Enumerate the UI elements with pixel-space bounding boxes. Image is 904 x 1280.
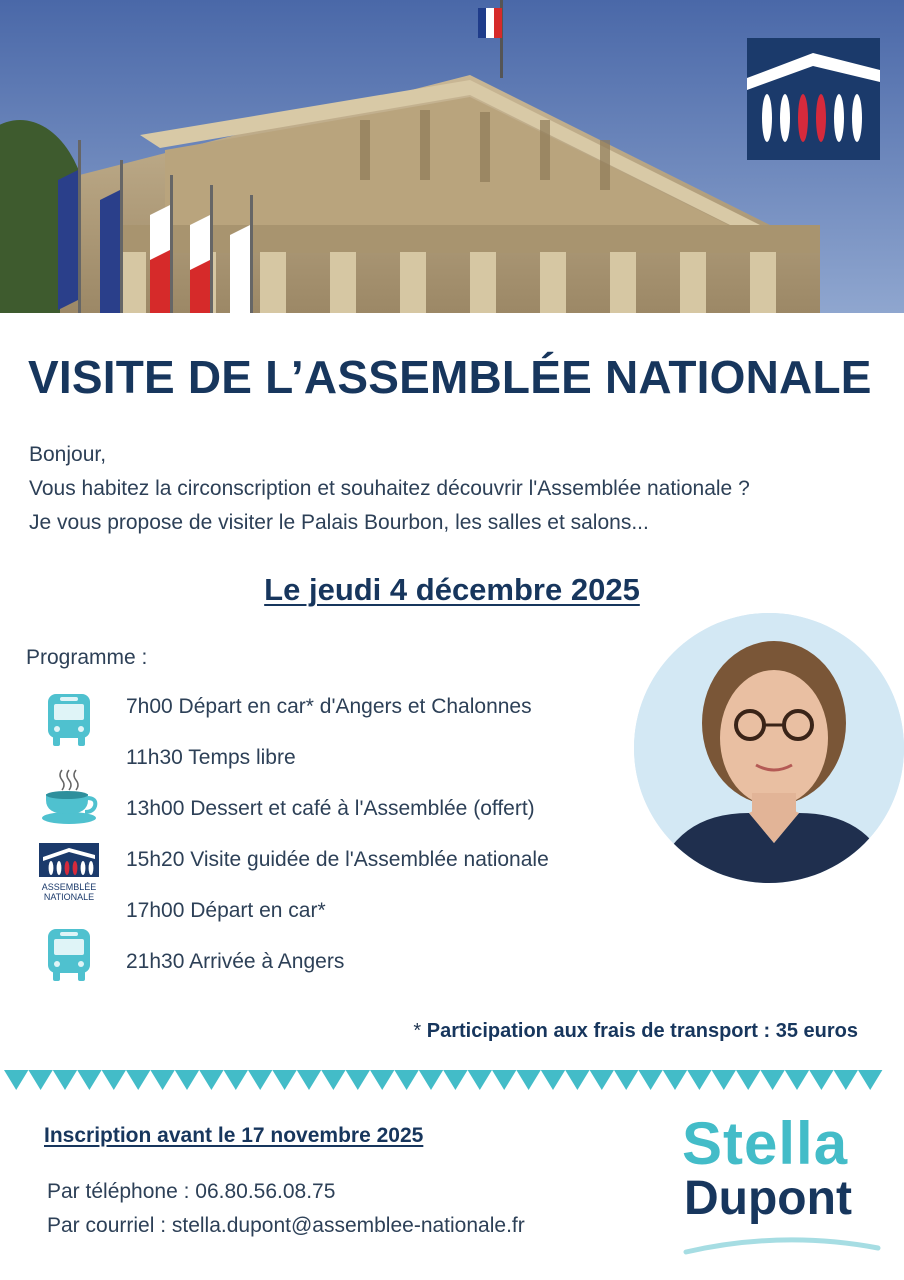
assemblee-nationale-icon <box>37 843 101 901</box>
decorative-triangle <box>858 1070 882 1090</box>
decorative-triangle <box>77 1070 101 1090</box>
decorative-triangle <box>4 1070 28 1090</box>
decorative-triangle <box>663 1070 687 1090</box>
brand-swoosh-icon <box>682 1230 882 1260</box>
programme-item: 13h00 Dessert et café à l'Assemblée (offert) <box>126 797 535 820</box>
decorative-triangle <box>370 1070 394 1090</box>
intro-text <box>29 438 899 540</box>
event-date: Le jeudi 4 décembre 2025 <box>264 572 640 607</box>
decorative-triangle <box>590 1070 614 1090</box>
decorative-triangle <box>53 1070 77 1090</box>
an-icon-line: ASSEMBLÉE <box>41 882 97 892</box>
programme-item: 21h30 Arrivée à Angers <box>126 950 345 973</box>
portrait-photo <box>634 613 904 883</box>
decorative-triangle <box>760 1070 784 1090</box>
decorative-triangle <box>565 1070 589 1090</box>
page-title: VISITE DE L’ASSEMBLÉE NATIONALE <box>28 351 872 403</box>
coffee-cup-icon <box>40 768 98 831</box>
decorative-triangle <box>712 1070 736 1090</box>
decorative-triangle <box>614 1070 638 1090</box>
decorative-triangle <box>834 1070 858 1090</box>
programme-item: 11h30 Temps libre <box>126 746 296 769</box>
decorative-triangle <box>492 1070 516 1090</box>
decorative-triangle <box>297 1070 321 1090</box>
email-line: Par courriel : stella.dupont@assemblee-nationale.fr <box>47 1214 525 1237</box>
decorative-triangle <box>541 1070 565 1090</box>
decorative-triangle <box>199 1070 223 1090</box>
note-text: Participation aux frais de transport : 35 euros <box>426 1020 858 1042</box>
decorative-triangle <box>346 1070 370 1090</box>
intro-line: Vous habitez la circonscription et souhaitez découvrir l'Assemblée nationale ? <box>29 477 750 500</box>
programme-item: 17h00 Départ en car* <box>126 899 326 922</box>
decorative-triangle <box>468 1070 492 1090</box>
decorative-triangle <box>272 1070 296 1090</box>
decorative-triangle <box>443 1070 467 1090</box>
phone-line: Par téléphone : 06.80.56.08.75 <box>47 1180 336 1203</box>
programme-item: 7h00 Départ en car* d'Angers et Chalonnes <box>126 695 532 718</box>
decorative-triangle <box>248 1070 272 1090</box>
decorative-triangle <box>687 1070 711 1090</box>
decorative-triangle <box>516 1070 540 1090</box>
decorative-triangle <box>28 1070 52 1090</box>
contact-info <box>47 1175 525 1243</box>
brand-last-name: Dupont <box>684 1172 852 1225</box>
bus-icon <box>46 692 92 753</box>
decorative-triangle <box>394 1070 418 1090</box>
decorative-triangle <box>736 1070 760 1090</box>
decorative-triangle <box>150 1070 174 1090</box>
brand-first-name: Stella <box>682 1110 849 1177</box>
decorative-triangle <box>321 1070 345 1090</box>
decorative-triangle <box>809 1070 833 1090</box>
bus-icon <box>46 927 92 988</box>
decorative-triangle <box>638 1070 662 1090</box>
decorative-triangle <box>785 1070 809 1090</box>
an-icon-line: NATIONALE <box>43 892 95 902</box>
decorative-triangle <box>126 1070 150 1090</box>
intro-line: Je vous propose de visiter le Palais Bourbon, les salles et salons... <box>29 511 649 534</box>
decorative-triangle <box>419 1070 443 1090</box>
inscription-title: Inscription avant le 17 novembre 2025 <box>44 1124 424 1147</box>
assemblee-nationale-logo-icon <box>747 38 880 160</box>
intro-line: Bonjour, <box>29 443 107 466</box>
programme-item: 15h20 Visite guidée de l'Assemblée nationale <box>126 848 549 871</box>
decorative-triangle-border <box>0 1068 904 1092</box>
note-prefix: * <box>413 1020 427 1042</box>
decorative-triangle <box>224 1070 248 1090</box>
transport-note <box>413 1020 858 1043</box>
decorative-triangle <box>175 1070 199 1090</box>
decorative-triangle <box>102 1070 126 1090</box>
programme-label: Programme : <box>26 646 148 669</box>
